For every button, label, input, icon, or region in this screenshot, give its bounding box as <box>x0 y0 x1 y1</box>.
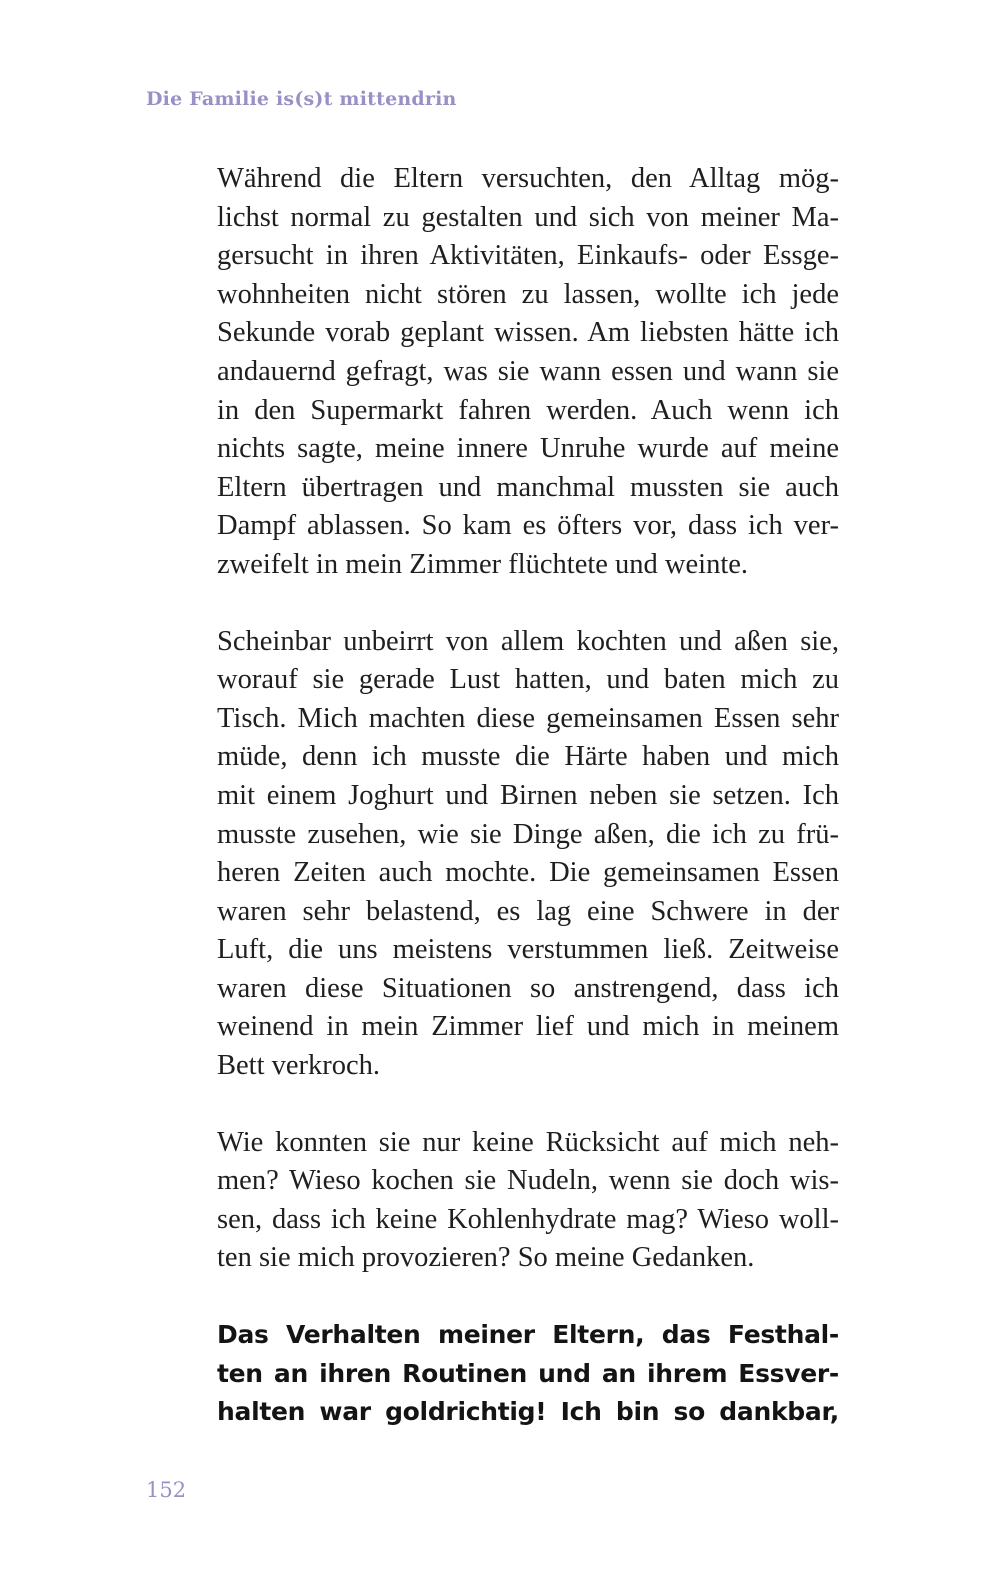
text-line: musste zusehen, wie sie Dinge aßen, die ich zu frü- <box>217 818 839 850</box>
text-line: sen, dass ich keine Kohlenhydrate mag? Wieso woll- <box>217 1203 839 1235</box>
highlight-line: ten an ihren Routinen und an ihrem Essver- <box>217 1358 839 1388</box>
paragraph-2 <box>217 623 839 1086</box>
highlight-line: Das Verhalten meiner Eltern, das Festhal- <box>217 1320 839 1350</box>
text-line: Während die Eltern versuchten, den Alltag mög- <box>217 163 839 194</box>
text-line: lichst normal zu gestalten und sich von meiner Ma- <box>217 201 839 233</box>
running-head-title: Die Familie is(s)t mittendrin <box>146 88 457 110</box>
text-line: worauf sie gerade Lust hatten, und baten mich zu <box>217 664 839 696</box>
text-line: müde, denn ich musste die Härte haben und mich <box>217 741 839 773</box>
highlight-statement <box>217 1316 839 1432</box>
text-line: in den Supermarkt fahren werden. Auch wenn ich <box>217 394 839 426</box>
text-line: men? Wieso kochen sie Nudeln, wenn sie doch wis- <box>217 1165 839 1197</box>
text-line: Scheinbar unbeirrt von allem kochten und aßen sie, <box>217 625 839 657</box>
text-line: gersucht in ihren Aktivitäten, Einkaufs- oder Essge- <box>217 240 839 272</box>
text-line: andauernd gefragt, was sie wann essen und wann sie <box>217 355 839 387</box>
text-line: weinend in mein Zimmer lief und mich in meinem <box>217 1011 839 1043</box>
text-line: ten sie mich provozieren? So meine Gedanken. <box>217 1242 755 1274</box>
text-line: mit einem Joghurt und Birnen neben sie setzen. Ich <box>217 779 839 811</box>
paragraph-3 <box>217 1124 839 1278</box>
text-line: Dampf ablassen. So kam es öfters vor, dass ich ver- <box>217 510 839 542</box>
highlight-line: halten war goldrichtig! Ich bin so dankbar, <box>217 1397 839 1427</box>
body-text <box>217 160 839 1432</box>
text-line: Tisch. Mich machten diese gemeinsamen Essen sehr <box>217 702 839 734</box>
text-line: Bett verkroch. <box>217 1050 381 1082</box>
text-line: zweifelt in mein Zimmer flüchtete und weinte. <box>217 548 749 580</box>
paragraph-1 <box>217 160 839 585</box>
text-line: Luft, die uns meistens verstummen ließ. Zeitweise <box>217 934 839 966</box>
page-number: 152 <box>146 1478 187 1502</box>
text-line: waren diese Situationen so anstrengend, dass ich <box>217 972 839 1004</box>
text-line: Sekunde vorab geplant wissen. Am liebsten hätte ich <box>217 317 839 349</box>
text-line: heren Zeiten auch mochte. Die gemeinsamen Essen <box>217 857 839 889</box>
text-line: waren sehr belastend, es lag eine Schwere in der <box>217 895 839 927</box>
text-line: wohnheiten nicht stören zu lassen, wollte ich jede <box>217 278 839 310</box>
text-line: Wie konnten sie nur keine Rücksicht auf mich neh- <box>217 1126 839 1158</box>
text-line: nichts sagte, meine innere Unruhe wurde auf meine <box>217 433 839 465</box>
text-line: Eltern übertragen und manchmal mussten sie auch <box>217 471 839 503</box>
